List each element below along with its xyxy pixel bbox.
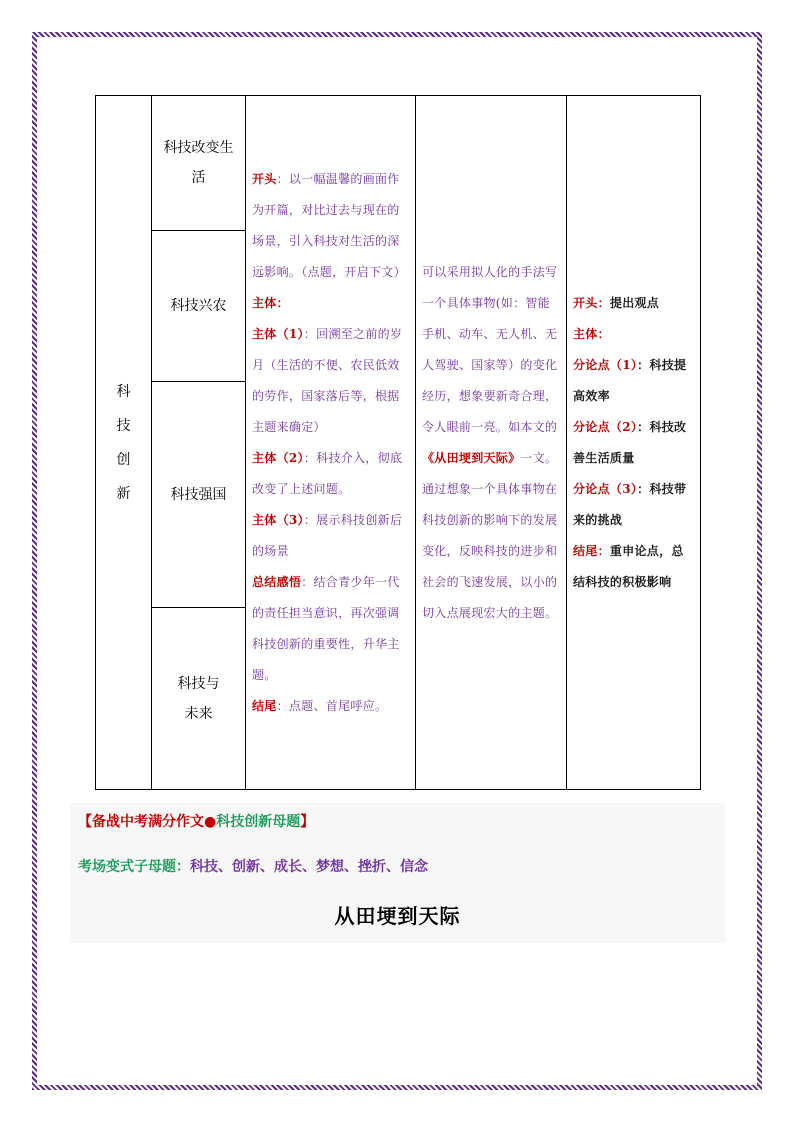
- topic-char: 创: [116, 451, 131, 468]
- subtopic-cell: [152, 608, 246, 790]
- ending-text: ：点题、首尾呼应。: [276, 698, 388, 713]
- body-1-label: 主体（1）: [252, 326, 304, 341]
- summary-text: ：结合青少年一代的责任担当意识，再次强调科技创新的重要性，升华主题。: [252, 574, 400, 682]
- banner-subtitle: [78, 856, 428, 876]
- structure-cell: [246, 96, 416, 790]
- body-1-text: ：回溯至之前的岁月（生活的不便、农民低效的劳作，国家落后等，根据主题来确定）: [252, 326, 403, 434]
- body-label: 主体：: [252, 295, 289, 310]
- arg-opening-label: 开头：: [573, 295, 610, 310]
- essay-title: 从田埂到天际: [334, 904, 461, 928]
- body-2-label: 主体（2）: [252, 450, 304, 465]
- arg-point-2-text: ：科技改善生活质量: [573, 419, 687, 465]
- bullet-dot-icon: ●: [204, 814, 217, 830]
- topic-char: 科: [116, 383, 131, 400]
- banner-sub-label: 考场变式子母题：: [78, 859, 190, 875]
- arg-point-3-label: 分论点（3）: [573, 481, 638, 496]
- arg-opening-text: 提出观点: [609, 295, 660, 310]
- opening-label: 开头: [252, 171, 277, 186]
- essay-banner: [70, 803, 725, 943]
- subtopic-line: 科技兴农: [170, 298, 227, 314]
- arg-ending-text: 重申论点，总结科技的积极影响: [573, 543, 684, 589]
- body-2-text: ：科技介入，彻底改变了上述问题。: [252, 450, 403, 496]
- subtopic-cell: [152, 231, 246, 382]
- arg-point-1-text: ：科技提高效率: [573, 357, 687, 403]
- banner-sub-text: 科技、创新、成长、梦想、挫折、信念: [190, 859, 428, 875]
- banner-title-close: 】: [300, 814, 315, 830]
- technique-text-before: 可以采用拟人化的手法写一个具体事物(如：智能手机、动车、无人机、无人驾驶、国家等）的变化经历，想象要新奇合理，令人眼前一亮。如本文的: [422, 264, 558, 434]
- arg-body-label: 主体：: [573, 326, 610, 341]
- arg-point-3-text: ：科技带来的挑战: [573, 481, 687, 527]
- subtopic-line: 科技改变生: [163, 140, 234, 156]
- subtopic-line: 科技强国: [170, 486, 227, 503]
- technique-cell: [416, 96, 567, 790]
- technique-highlight: 《从田埂到天际》: [422, 450, 521, 465]
- subtopic-cell: [152, 382, 246, 608]
- subtopic-line: 科技与: [177, 675, 220, 692]
- banner-title-open: 【备战中考满分作文: [78, 814, 204, 830]
- topic-char: 技: [116, 417, 131, 434]
- argument-cell: [567, 96, 701, 790]
- body-3-label: 主体（3）: [252, 512, 304, 527]
- subtopic-line: 活: [191, 170, 206, 186]
- summary-label: 总结感悟: [252, 574, 302, 589]
- outline-table: [95, 95, 701, 790]
- opening-text: ：以一幅温馨的画面作为开篇，对比过去与现在的场景，引入科技对生活的深远影响。（点题，开启下文）: [252, 171, 406, 279]
- ending-label: 结尾: [252, 698, 277, 713]
- arg-point-2-label: 分论点（2）: [573, 419, 638, 434]
- topic-cell: [96, 96, 152, 790]
- banner-title: [78, 811, 314, 831]
- subtopic-cell: [152, 96, 246, 231]
- body-3-text: ：展示科技创新后的场景: [252, 512, 403, 558]
- subtopic-line: 未来: [184, 705, 213, 722]
- banner-title-topic: 科技创新母题: [216, 814, 301, 830]
- topic-char: 新: [116, 485, 131, 502]
- arg-point-1-label: 分论点（1）: [573, 357, 638, 372]
- arg-ending-label: 结尾：: [573, 543, 610, 558]
- technique-text-after: 一文。通过想象一个具体事物在科技创新的影响下的发展变化，反映科技的进步和社会的飞速发展，以小的切入点展现宏大的主题。: [422, 450, 558, 620]
